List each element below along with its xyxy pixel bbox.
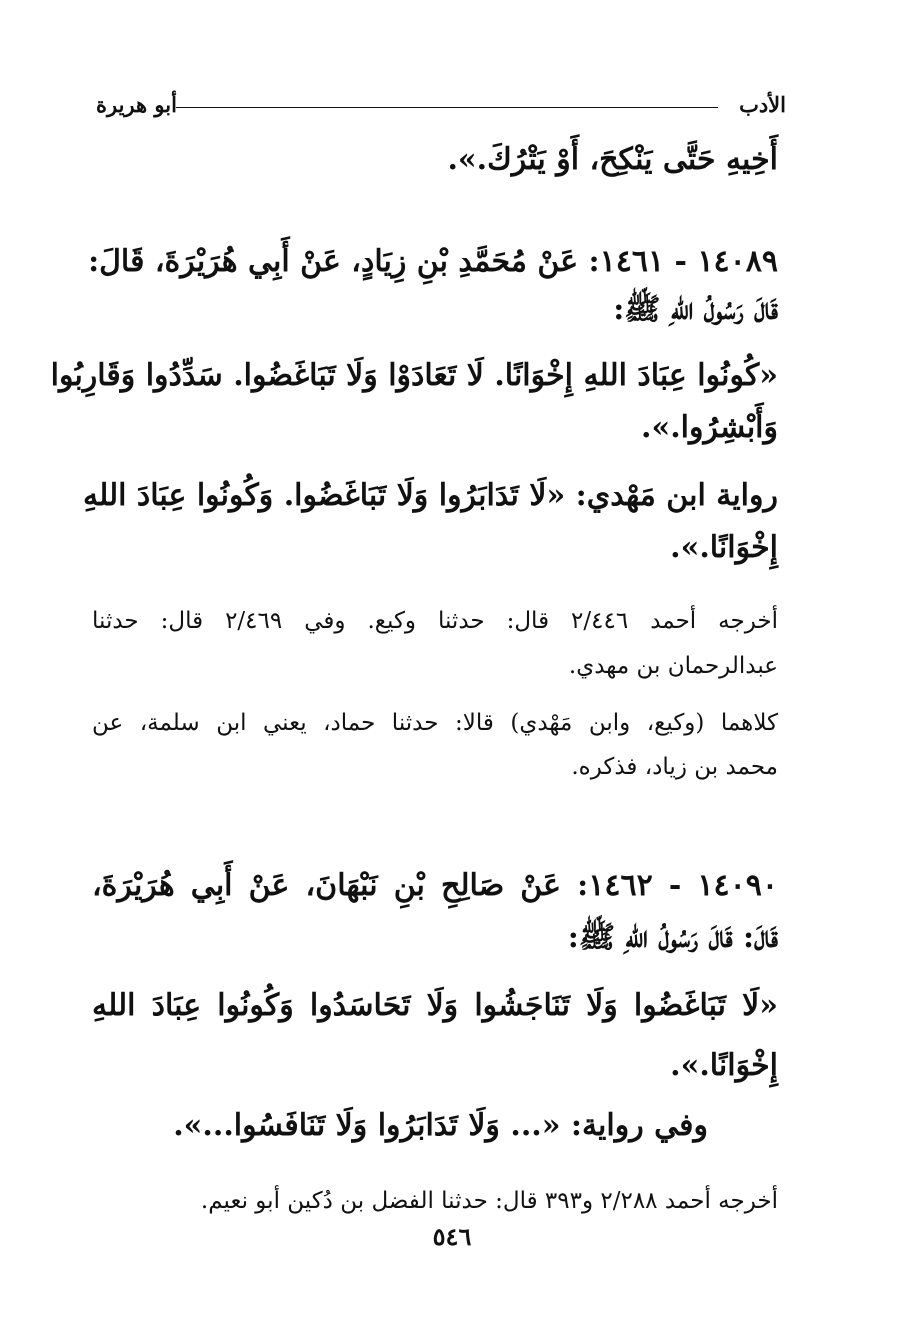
- variant-line: رواية ابن مَهْدي: «لَا تَدَابَرُوا وَلَا تَبَاغَضُوا. وَكُونُوا عِبَادَ اللهِ: [83, 478, 778, 513]
- hadith-text-line: وَأَبْشِرُوا.».: [641, 410, 778, 445]
- page-number: ٥٤٦: [432, 1222, 472, 1251]
- hadith-heading-line: ١٤٠٩٠ - ١٤٦٢: عَنْ صَالِحِ بْنِ نَبْهَانَ، عَنْ أَبِي هُرَيْرَةَ،: [92, 868, 778, 903]
- variant-line: إِخْوَانًا.».: [670, 530, 778, 565]
- hadith-heading-line: قَالَ رَسُولُ اللهِ ﷺ:: [613, 292, 778, 327]
- hadith-text-line: «كُونُوا عِبَادَ اللهِ إِخْوَانًا. لَا تَعَادَوْا وَلَا تَبَاغَضُوا. سَدِّدُوا وَقَارِبُوا: [50, 358, 778, 393]
- hadith-heading-line: قَالَ: قَالَ رَسُولُ اللهِ ﷺ:: [567, 920, 778, 955]
- takhrij-line: أخرجه أحمد ٢/٤٤٦ قال: حدثنا وكيع. وفي ٢/٤٦٩ قال: حدثنا: [92, 608, 778, 634]
- narrator-title: أبو هريرة: [96, 92, 177, 117]
- variant-line: وفي رواية: «... وَلَا تَدَابَرُوا وَلَا تَنَافَسُوا...».: [173, 1108, 708, 1143]
- header-rule: [176, 107, 718, 108]
- hadith-text-line: إِخْوَانًا.».: [670, 1048, 778, 1083]
- hadith-text-line: «لَا تَبَاغَضُوا وَلَا تَنَاجَشُوا وَلَا تَحَاسَدُوا وَكُونُوا عِبَادَ اللهِ: [92, 988, 778, 1023]
- takhrij-line: محمد بن زياد، فذكره.: [571, 754, 778, 780]
- hadith-heading-line: ١٤٠٨٩ - ١٤٦١: عَنْ مُحَمَّدِ بْنِ زِيَادٍ، عَنْ أَبِي هُرَيْرَةَ، قَالَ:: [88, 244, 778, 279]
- section-title: الأدب: [739, 92, 786, 117]
- takhrij-line: عبدالرحمان بن مهدي.: [568, 653, 778, 679]
- takhrij-line: كلاهما (وكيع، وابن مَهْدي) قالا: حدثنا حماد، يعني ابن سلمة، عن: [92, 710, 778, 736]
- takhrij-line: أخرجه أحمد ٢/٢٨٨ و٣٩٣ قال: حدثنا الفضل بن دُكين أبو نعيم.: [200, 1188, 778, 1214]
- continued-hadith-line: أَخِيهِ حَتَّى يَنْكِحَ، أَوْ يَتْرُكَ.».: [447, 142, 778, 177]
